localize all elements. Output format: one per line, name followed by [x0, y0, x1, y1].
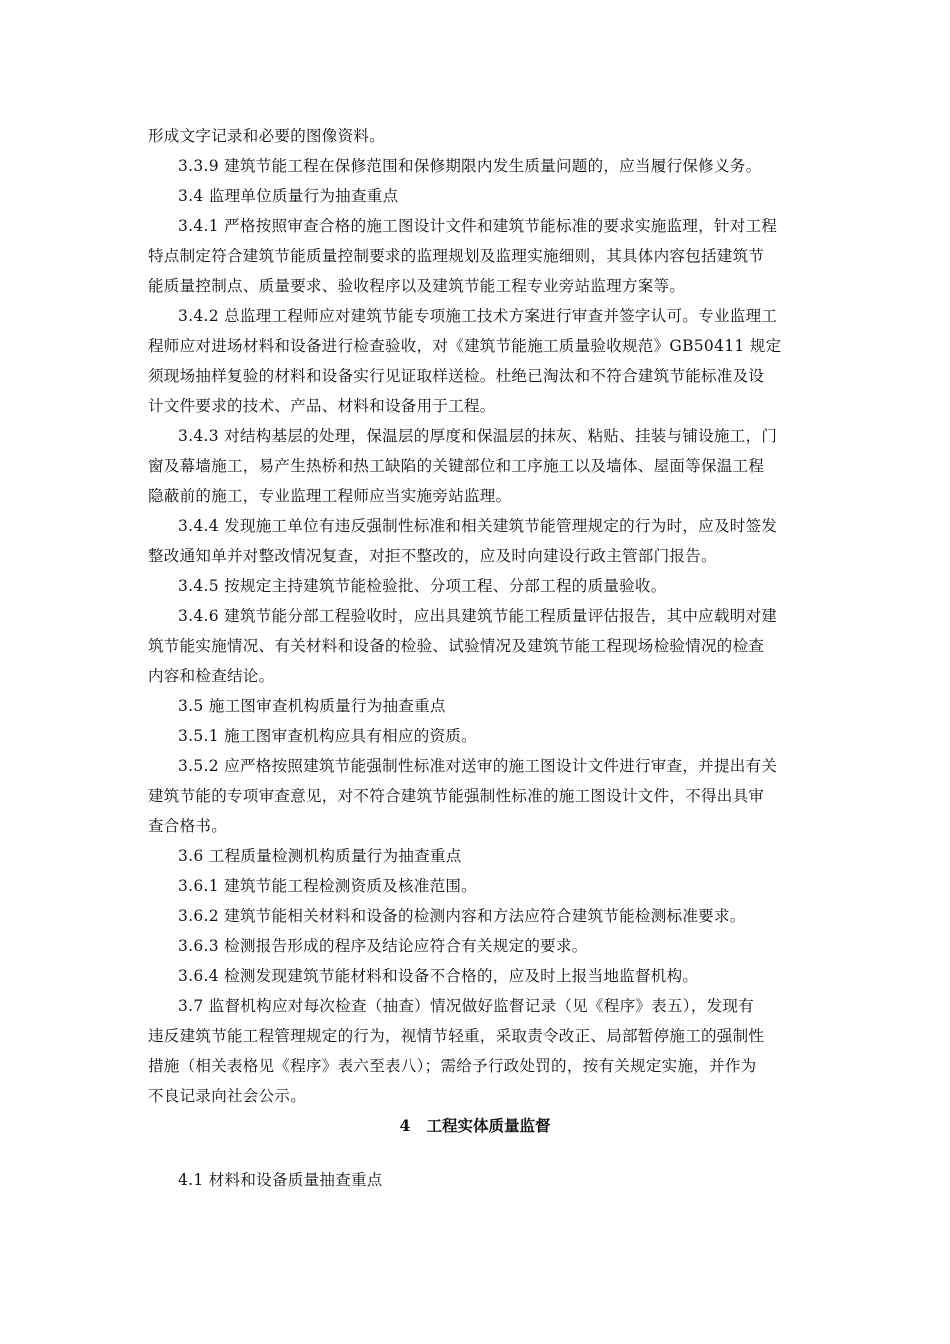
paragraph-line: 3.7 监督机构应对每次检查（抽查）情况做好监督记录（见《程序》表五），发现有	[178, 997, 755, 1015]
paragraph-line: 3.4.2 总监理工程师应对建筑节能专项施工技术方案进行审查并签字认可。专业监理工	[178, 307, 778, 325]
paragraph-line: 3.3.9 建筑节能工程在保修范围和保修期限内发生质量问题的，应当履行保修义务。	[178, 157, 762, 175]
paragraph-line: 特点制定符合建筑节能质量控制要求的监理规划及监理实施细则，其具体内容包括建筑节	[148, 247, 765, 265]
paragraph-line: 查合格书。	[148, 817, 228, 835]
paragraph-line: 3.5.1 施工图审查机构应具有相应的资质。	[178, 727, 477, 745]
paragraph-line: 3.5.2 应严格按照建筑节能强制性标准对送审的施工图设计文件进行审查，并提出有关	[178, 757, 778, 775]
section-heading: 3.6 工程质量检测机构质量行为抽查重点	[178, 847, 462, 865]
paragraph-line: 内容和检查结论。	[148, 667, 275, 685]
paragraph-line: 措施（相关表格见《程序》表六至表八）；需给予行政处罚的，按有关规定实施，并作为	[148, 1057, 757, 1075]
paragraph-line: 筑节能实施情况、有关材料和设备的检验、试验情况及建筑节能工程现场检验情况的检查	[148, 637, 765, 655]
paragraph-line: 形成文字记录和必要的图像资料。	[148, 127, 386, 145]
paragraph-line: 计文件要求的技术、产品、材料和设备用于工程。	[148, 397, 496, 415]
paragraph-line: 3.4.6 建筑节能分部工程验收时，应出具建筑节能工程质量评估报告，其中应载明对建	[178, 607, 778, 625]
chapter-heading: 4 工程实体质量监督	[399, 1116, 551, 1135]
paragraph-line: 3.4.1 严格按照审查合格的施工图设计文件和建筑节能标准的要求实施监理，针对工程	[178, 217, 778, 235]
paragraph-line: 3.6.2 建筑节能相关材料和设备的检测内容和方法应符合建筑节能检测标准要求。	[178, 907, 746, 925]
paragraph-line: 3.4.3 对结构基层的处理，保温层的厚度和保温层的抹灰、粘贴、挂装与铺设施工，门	[178, 427, 778, 445]
paragraph-line: 能质量控制点、质量要求、验收程序以及建筑节能工程专业旁站监理方案等。	[148, 277, 686, 295]
paragraph-line: 须现场抽样复验的材料和设备实行见证取样送检。杜绝已淘汰和不符合建筑节能标准及设	[148, 367, 765, 385]
paragraph-line: 整改通知单并对整改情况复查，对拒不整改的，应及时向建设行政主管部门报告。	[148, 547, 717, 565]
paragraph-line: 不良记录向社会公示。	[148, 1087, 307, 1105]
section-heading: 4.1 材料和设备质量抽查重点	[178, 1171, 383, 1189]
paragraph-line: 3.6.3 检测报告形成的程序及结论应符合有关规定的要求。	[178, 937, 588, 955]
paragraph-line: 3.6.4 检测发现建筑节能材料和设备不合格的，应及时上报当地监督机构。	[178, 967, 699, 985]
paragraph-line: 窗及幕墙施工，易产生热桥和热工缺陷的关键部位和工序施工以及墙体、屋面等保温工程	[148, 457, 765, 475]
section-heading: 3.5 施工图审查机构质量行为抽查重点	[178, 697, 446, 715]
paragraph-line: 违反建筑节能工程管理规定的行为，视情节轻重，采取责令改正、局部暂停施工的强制性	[148, 1027, 765, 1045]
section-heading: 3.4 监理单位质量行为抽查重点	[178, 187, 399, 205]
paragraph-line: 3.4.5 按规定主持建筑节能检验批、分项工程、分部工程的质量验收。	[178, 577, 667, 595]
paragraph-line: 3.4.4 发现施工单位有违反强制性标准和相关建筑节能管理规定的行为时，应及时签发	[178, 517, 778, 535]
paragraph-line: 建筑节能的专项审查意见，对不符合建筑节能强制性标准的施工图设计文件，不得出具审	[148, 787, 765, 805]
paragraph-line: 隐蔽前的施工，专业监理工程师应当实施旁站监理。	[148, 487, 512, 505]
paragraph-line: 3.6.1 建筑节能工程检测资质及核准范围。	[178, 877, 477, 895]
paragraph-line: 程师应对进场材料和设备进行检查验收，对《建筑节能施工质量验收规范》GB50411 规定	[148, 337, 782, 355]
